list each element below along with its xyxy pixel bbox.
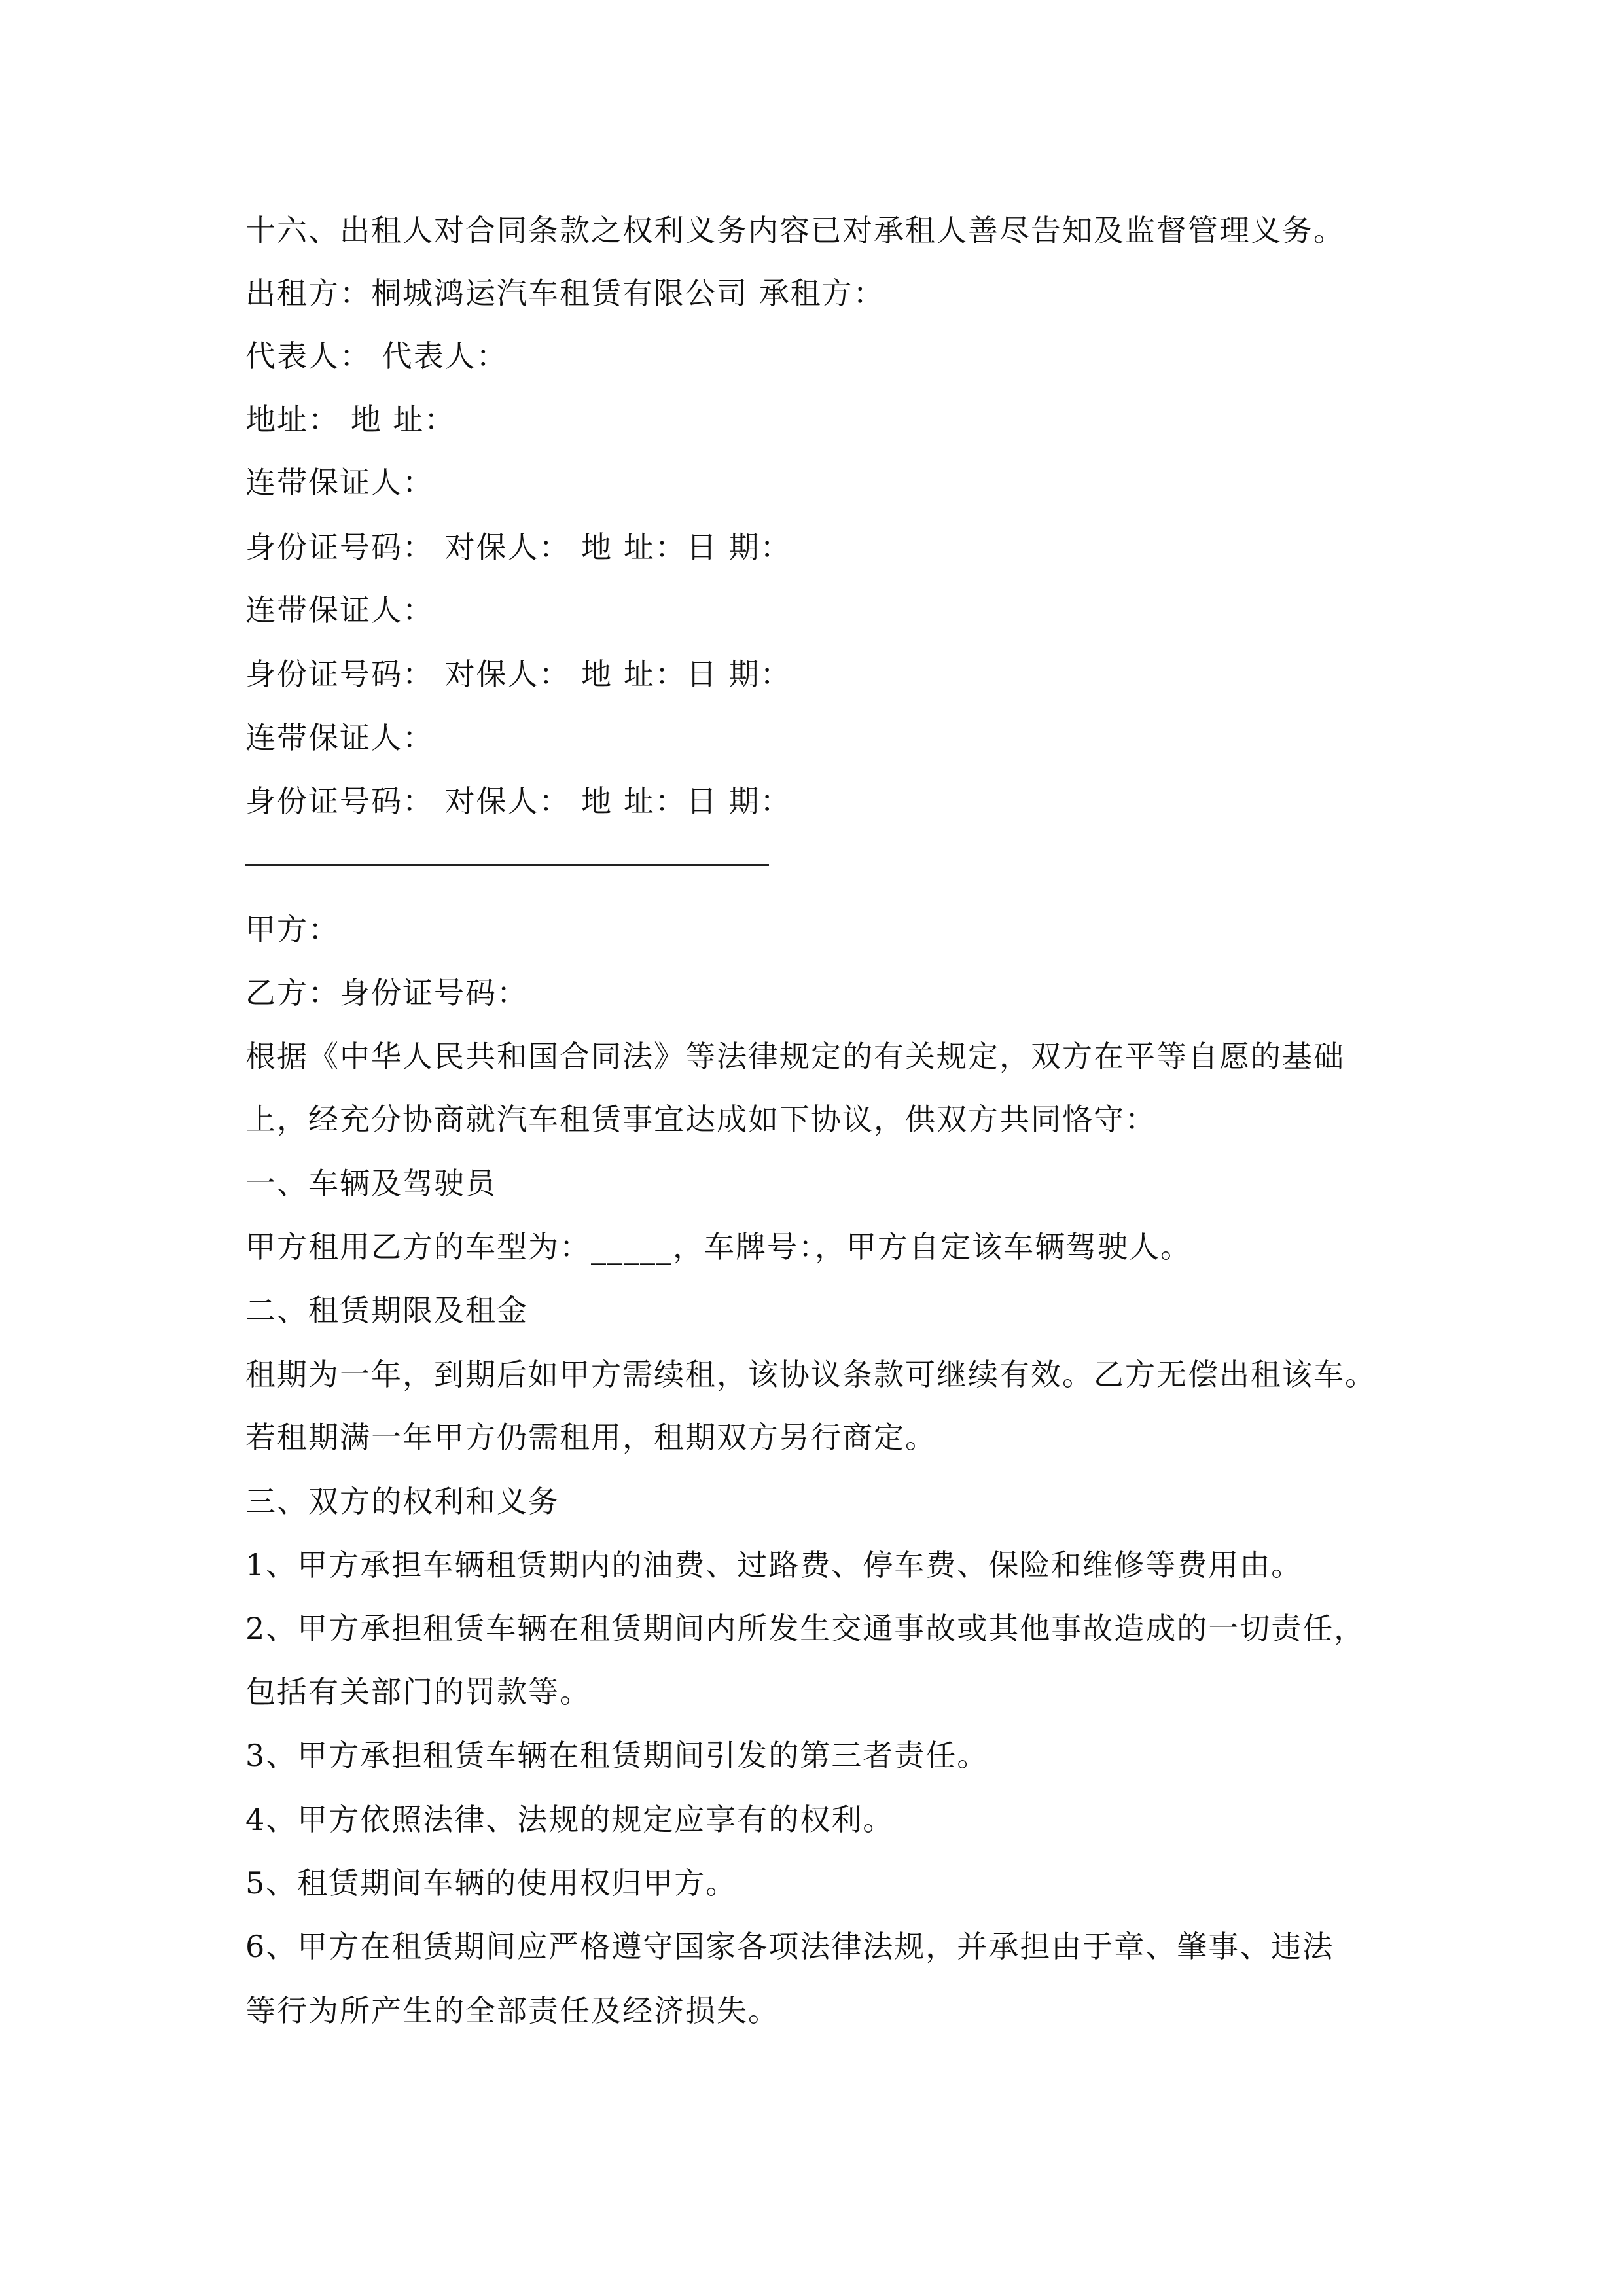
obligation-item-6-cont: 等行为所产生的全部责任及经济损失。 (245, 1993, 779, 2028)
obligation-item-2: 2、甲方承担租赁车辆在租赁期间内所发生交通事故或其他事故造成的一切责任， (245, 1611, 1366, 1646)
clause-sixteen: 十六、出租人对合同条款之权利义务内容已对承租人善尽告知及监督管理义务。 (245, 213, 1345, 248)
section-three-heading: 三、双方的权利和义务 (245, 1484, 560, 1519)
preamble-line-1: 根据《中华人民共和国合同法》等法律规定的有关规定，双方在平等自愿的基础 (245, 1039, 1345, 1074)
guarantor-label-1: 连带保证人： (245, 465, 434, 500)
obligation-item-4: 4、甲方依照法律、法规的规定应享有的权利。 (245, 1802, 895, 1837)
guarantor-details-2: 身份证号码： 对保人： 地 址：日 期： (245, 656, 792, 692)
section-one-heading: 一、车辆及驾驶员 (245, 1166, 497, 1201)
obligation-item-5: 5、租赁期间车辆的使用权归甲方。 (245, 1865, 738, 1901)
obligation-item-3: 3、甲方承担租赁车辆在租赁期间引发的第三者责任。 (245, 1738, 989, 1773)
guarantor-details-3: 身份证号码： 对保人： 地 址：日 期： (245, 783, 792, 819)
section-one-body: 甲方租用乙方的车型为：_____，车牌号：，甲方自定该车辆驾驶人。 (245, 1229, 1192, 1265)
section-two-heading: 二、租赁期限及租金 (245, 1293, 528, 1328)
section-divider (245, 864, 769, 866)
section-two-body-1: 租期为一年，到期后如甲方需续租，该协议条款可继续有效。乙方无偿出租该车。 (245, 1357, 1376, 1392)
guarantor-details-1: 身份证号码： 对保人： 地 址：日 期： (245, 529, 792, 565)
obligation-item-2-cont: 包括有关部门的罚款等。 (245, 1674, 591, 1710)
party-b-label: 乙方：身份证号码： (245, 975, 528, 1011)
address-line: 地址： 地 址： (245, 402, 456, 437)
guarantor-label-2: 连带保证人： (245, 592, 434, 628)
preamble-line-2: 上，经充分协商就汽车租赁事宜达成如下协议，供双方共同恪守： (245, 1102, 1156, 1137)
party-a-label: 甲方： (245, 912, 340, 947)
section-two-body-2: 若租期满一年甲方仍需租用，租期双方另行商定。 (245, 1420, 936, 1455)
obligation-item-6: 6、甲方在租赁期间应严格遵守国家各项法律法规，并承担由于章、肇事、违法 (245, 1929, 1334, 1964)
obligation-item-1: 1、甲方承担车辆租赁期内的油费、过路费、停车费、保险和维修等费用由。 (245, 1547, 1303, 1583)
representative-line: 代表人： 代表人： (245, 338, 508, 374)
guarantor-label-3: 连带保证人： (245, 720, 434, 755)
lessor-lessee-line: 出租方：桐城鸿运汽车租赁有限公司 承租方： (245, 276, 885, 311)
